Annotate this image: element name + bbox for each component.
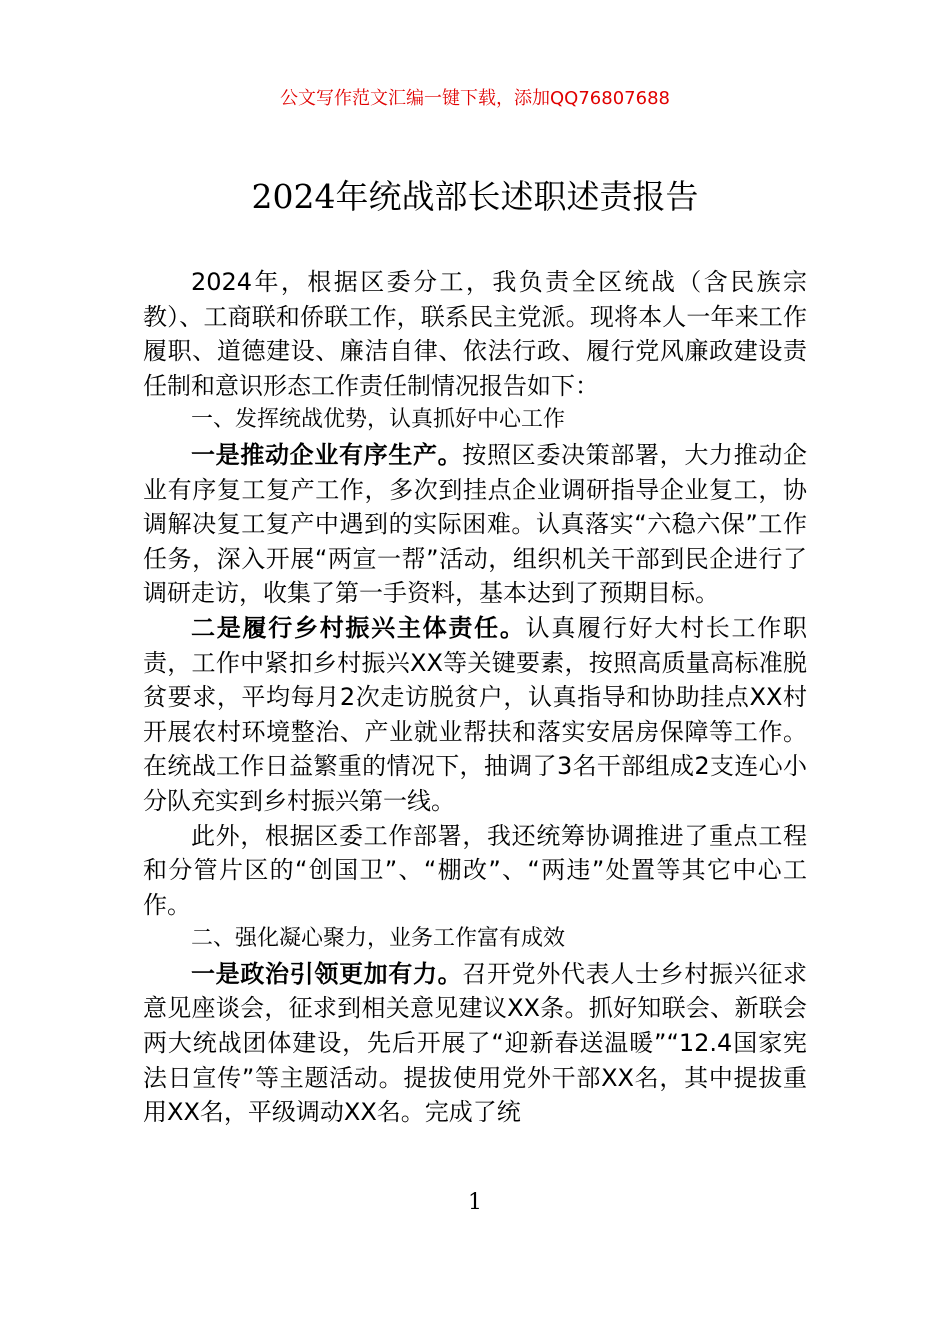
- paragraph-lead: 一是政治引领更加有力。: [191, 959, 463, 988]
- intro-paragraph: 2024年，根据区委分工，我负责全区统战（含民族宗教）、工商联和侨联工作，联系民主党派。现将本人一年来工作履职、道德建设、廉洁自律、依法行政、履行党风廉政建设责任制和意识形态工作责任制情况报告如下：: [143, 268, 807, 400]
- paragraph-enterprise-production: [143, 438, 807, 611]
- section-1-heading: 一、发挥统战优势，认真抓好中心工作: [191, 407, 566, 433]
- paragraph-lead: 二是履行乡村振兴主体责任。: [191, 613, 526, 642]
- section-2-heading: 二、强化凝心聚力，业务工作富有成效: [191, 926, 566, 952]
- paragraph-body: 召开党外代表人士乡村振兴征求意见座谈会，征求到相关意见建议XX条。抓好知联会、新联会两大统战团体建设，先后开展了“迎新春送温暖”“12.4国家宪法日宣传”等主题活动。提拔使用党外干部XX名，其中提拔重用XX名，平级调动XX名。完成了统: [143, 959, 808, 1127]
- paragraph-rural-revitalization: [143, 611, 807, 819]
- download-promo-note: 公文写作范文汇编一键下载，添加QQ76807688: [280, 88, 670, 109]
- document-title: 2024年统战部长述职述责报告: [251, 177, 699, 216]
- page-number: 1: [468, 1190, 482, 1215]
- paragraph-lead: 一是推动企业有序生产。: [191, 440, 463, 469]
- paragraph-body: 认真履行好大村长工作职责，工作中紧扣乡村振兴XX等关键要素，按照高质量高标准脱贫要求，平均每月2次走访脱贫户，认真指导和协助挂点XX村开展农村环境整治、产业就业帮扶和落实安居房保障等工作。在统战工作日益繁重的情况下，抽调了3名干部组成2支连心小分队充实到乡村振兴第一线。: [143, 613, 807, 815]
- paragraph-body: 按照区委决策部署，大力推动企业有序复工复产工作，多次到挂点企业调研指导企业复工，协调解决复工复产中遇到的实际困难。认真落实“六稳六保”工作任务，深入开展“两宣一帮”活动，组织机关干部到民企进行了调研走访，收集了第一手资料，基本达到了预期目标。: [143, 440, 808, 608]
- paragraph-other-work: 此外，根据区委工作部署，我还统筹协调推进了重点工程和分管片区的“创国卫”、“棚改”、“两违”处置等其它中心工作。: [143, 821, 807, 919]
- paragraph-political-guidance: [143, 957, 807, 1130]
- document-body: [143, 265, 807, 1130]
